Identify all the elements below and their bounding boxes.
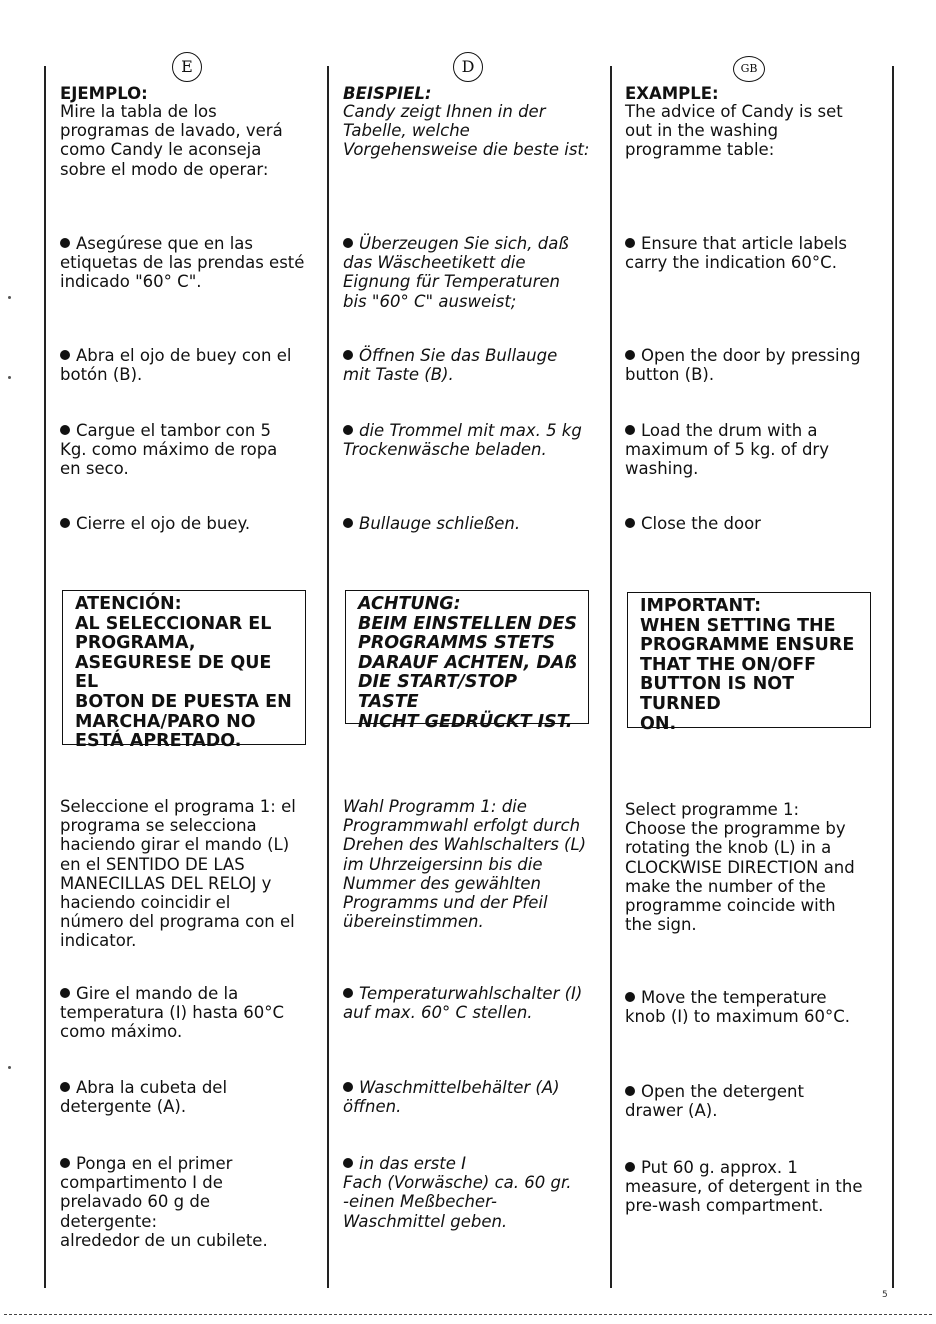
bullet-icon	[625, 992, 635, 1002]
bullet-icon	[60, 425, 70, 435]
page-number: 5	[882, 1290, 888, 1300]
select-programme-text: Wahl Programm 1: die Programmwahl erfolgt durch Drehen des Wahlschalters (L) im Uhrzeigersinn bis die Nummer des gewählten Programms und der Pfeil übereinstimmen.	[343, 797, 587, 932]
step-7: Ponga en el primer compartimento I de prelavado 60 g de detergente: alrededor de un cubilete.	[60, 1154, 268, 1250]
scan-mark	[8, 376, 11, 379]
step-4: Cierre el ojo de buey.	[60, 514, 310, 533]
bullet-icon	[343, 518, 353, 528]
step-4: Bullauge schließen.	[343, 514, 593, 533]
step-5: Move the temperature knob (I) to maximum 60°C.	[625, 988, 851, 1027]
warning-box: IMPORTANT: WHEN SETTING THE PROGRAMME ENSURE THAT THE ON/OFF BUTTON IS NOT TURNED ON.	[627, 592, 871, 728]
column-divider-left	[44, 66, 46, 1288]
language-marker-gb: GB	[733, 56, 765, 82]
bullet-icon	[343, 425, 353, 435]
bullet-icon	[343, 988, 353, 998]
step-3: Cargue el tambor con 5 Kg. como máximo de ropa en seco.	[60, 421, 278, 479]
step-3: die Trommel mit max. 5 kg Trockenwäsche beladen.	[343, 421, 582, 460]
bullet-icon	[60, 1158, 70, 1168]
step-2: Öffnen Sie das Bullauge mit Taste (B).	[343, 346, 558, 385]
step-6: Open the detergent drawer (A).	[625, 1082, 804, 1121]
example-heading: BEISPIEL:	[343, 84, 432, 103]
select-programme-text: Seleccione el programa 1: el programa se selecciona haciendo girar el mando (L) en el SENTIDO DE LAS MANECILLAS DEL RELOJ y haciendo coincidir el número del programa con el indicator.	[60, 797, 296, 951]
scan-mark	[8, 1066, 11, 1069]
bullet-icon	[343, 238, 353, 248]
step-6: Waschmittelbehälter (A) öffnen.	[343, 1078, 560, 1117]
bullet-icon	[625, 518, 635, 528]
example-text: The advice of Candy is set out in the washing programme table:	[625, 102, 843, 160]
step-1: Überzeugen Sie sich, daß das Wäscheetikett die Eignung für Temperaturen bis "60° C" ausweist;	[343, 234, 569, 311]
bullet-icon	[625, 238, 635, 248]
step-5: Gire el mando de la temperatura (I) hasta 60°C como máximo.	[60, 984, 285, 1042]
warning-box: ACHTUNG: BEIM EINSTELLEN DES PROGRAMMS STETS DARAUF ACHTEN, DAß DIE START/STOP TASTE NICHT GEDRÜCKT IST.	[345, 590, 589, 724]
step-3: Load the drum with a maximum of 5 kg. of dry washing.	[625, 421, 829, 479]
column-divider-right	[892, 66, 894, 1288]
step-7: in das erste I Fach (Vorwäsche) ca. 60 gr. -einen Meßbecher- Waschmittel geben.	[343, 1154, 572, 1231]
step-5: Temperaturwahlschalter (I) auf max. 60° C stellen.	[343, 984, 583, 1023]
column-divider-2	[610, 66, 612, 1288]
language-marker-e: E	[172, 52, 202, 82]
bullet-icon	[625, 425, 635, 435]
warning-box: ATENCIÓN: AL SELECCIONAR EL PROGRAMA, ASEGURESE DE QUE EL BOTON DE PUESTA EN MARCHA/PARO NO ESTÁ APRETADO.	[62, 590, 306, 745]
bullet-icon	[60, 350, 70, 360]
example-heading: EXAMPLE:	[625, 84, 719, 103]
step-1: Asegúrese que en las etiquetas de las prendas esté indicado "60° C".	[60, 234, 305, 292]
bottom-rule	[4, 1314, 932, 1315]
scan-mark	[8, 296, 11, 299]
bullet-icon	[60, 518, 70, 528]
bullet-icon	[343, 1082, 353, 1092]
step-2: Abra el ojo de buey con el botón (B).	[60, 346, 292, 385]
select-programme-text: Select programme 1: Choose the programme by rotating the knob (L) in a CLOCKWISE DIRECTION and make the number of the programme coincide with the sign.	[625, 800, 855, 935]
step-2: Open the door by pressing button (B).	[625, 346, 861, 385]
column-divider-1	[327, 66, 329, 1288]
bullet-icon	[60, 988, 70, 998]
example-text: Mire la tabla de los programas de lavado, verá como Candy le aconseja sobre el modo de operar:	[60, 102, 283, 179]
bullet-icon	[60, 238, 70, 248]
bullet-icon	[625, 1086, 635, 1096]
step-4: Close the door	[625, 514, 875, 533]
bullet-icon	[60, 1082, 70, 1092]
step-6: Abra la cubeta del detergente (A).	[60, 1078, 228, 1117]
example-text: Candy zeigt Ihnen in der Tabelle, welche Vorgehensweise die beste ist:	[343, 102, 590, 160]
bullet-icon	[343, 1158, 353, 1168]
bullet-icon	[625, 350, 635, 360]
step-1: Ensure that article labels carry the indication 60°C.	[625, 234, 848, 273]
step-7: Put 60 g. approx. 1 measure, of detergent in the pre-wash compartment.	[625, 1158, 863, 1216]
bullet-icon	[625, 1162, 635, 1172]
bullet-icon	[343, 350, 353, 360]
language-marker-d: D	[453, 52, 483, 82]
example-heading: EJEMPLO:	[60, 84, 148, 103]
